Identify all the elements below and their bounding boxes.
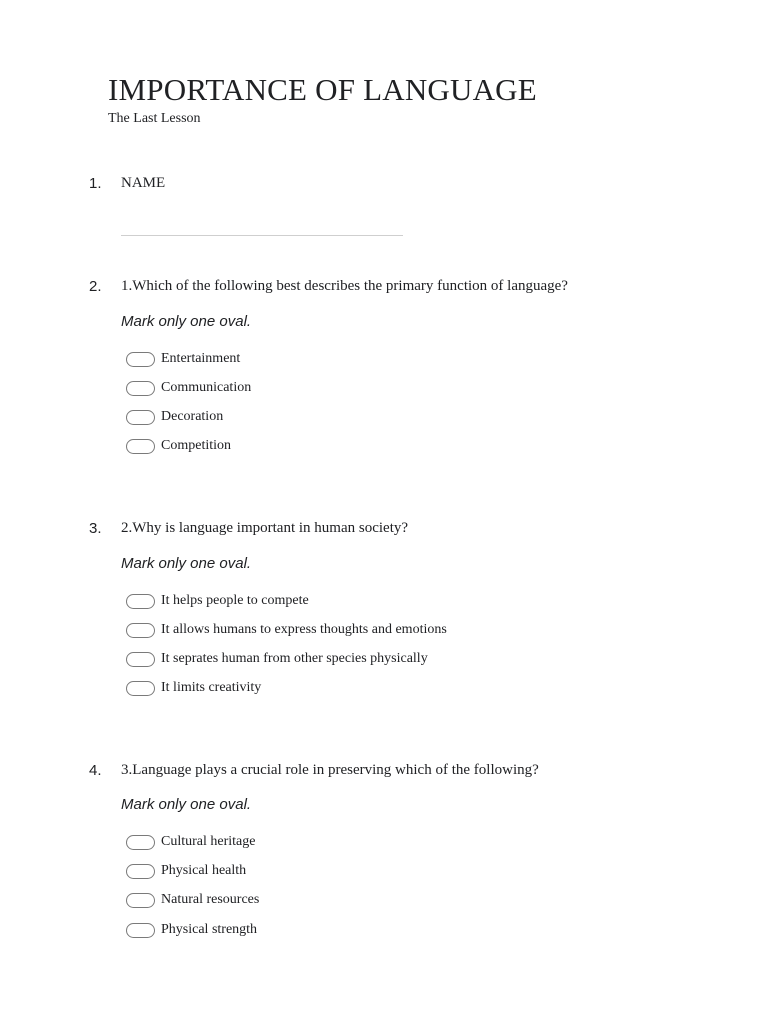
radio-oval[interactable] xyxy=(126,835,155,850)
option-item[interactable] xyxy=(126,862,246,880)
radio-oval[interactable] xyxy=(126,410,155,425)
radio-oval[interactable] xyxy=(126,381,155,396)
option-label: Entertainment xyxy=(161,351,241,366)
radio-oval[interactable] xyxy=(126,893,155,908)
option-item[interactable] xyxy=(126,679,261,697)
question-hint: Mark only one oval. xyxy=(121,313,252,330)
option-label: It limits creativity xyxy=(161,680,262,695)
option-item[interactable] xyxy=(126,650,428,668)
form-subtitle: The Last Lesson xyxy=(108,111,201,126)
radio-oval[interactable] xyxy=(126,864,155,879)
radio-oval[interactable] xyxy=(126,652,155,667)
question-text: NAME xyxy=(121,175,166,191)
question-hint: Mark only one oval. xyxy=(121,555,252,572)
option-label: It allows humans to express thoughts and emotions xyxy=(161,622,447,637)
option-label: Communication xyxy=(161,380,252,395)
question-hint: Mark only one oval. xyxy=(121,796,252,813)
question-number: 1. xyxy=(89,175,102,192)
option-label: Natural resources xyxy=(161,892,260,907)
question-number: 2. xyxy=(89,278,102,295)
question-number: 3. xyxy=(89,520,102,537)
option-label: Cultural heritage xyxy=(161,834,256,849)
option-item[interactable] xyxy=(126,437,231,455)
question-number: 4. xyxy=(89,762,102,779)
question-text: 2.Why is language important in human society? xyxy=(121,520,409,536)
option-label: It helps people to compete xyxy=(161,593,309,608)
radio-oval[interactable] xyxy=(126,681,155,696)
radio-oval[interactable] xyxy=(126,623,155,638)
option-item[interactable] xyxy=(126,833,255,851)
question-text: 1.Which of the following best describes the primary function of language? xyxy=(121,278,568,294)
option-item[interactable] xyxy=(126,408,223,426)
option-label: Competition xyxy=(161,438,231,453)
form-title: IMPORTANCE OF LANGUAGE xyxy=(108,72,537,107)
radio-oval[interactable] xyxy=(126,594,155,609)
name-answer-field[interactable] xyxy=(121,235,403,236)
option-item[interactable] xyxy=(126,379,251,397)
option-item[interactable] xyxy=(126,350,240,368)
option-item[interactable] xyxy=(126,921,257,939)
option-label: Physical health xyxy=(161,863,247,878)
option-item[interactable] xyxy=(126,891,259,909)
radio-oval[interactable] xyxy=(126,923,155,938)
radio-oval[interactable] xyxy=(126,439,155,454)
option-label: It seprates human from other species physically xyxy=(161,651,428,666)
option-item[interactable] xyxy=(126,621,447,639)
option-item[interactable] xyxy=(126,592,309,610)
question-text: 3.Language plays a crucial role in preserving which of the following? xyxy=(121,762,539,778)
radio-oval[interactable] xyxy=(126,352,155,367)
option-label: Physical strength xyxy=(161,922,258,937)
option-label: Decoration xyxy=(161,409,224,424)
